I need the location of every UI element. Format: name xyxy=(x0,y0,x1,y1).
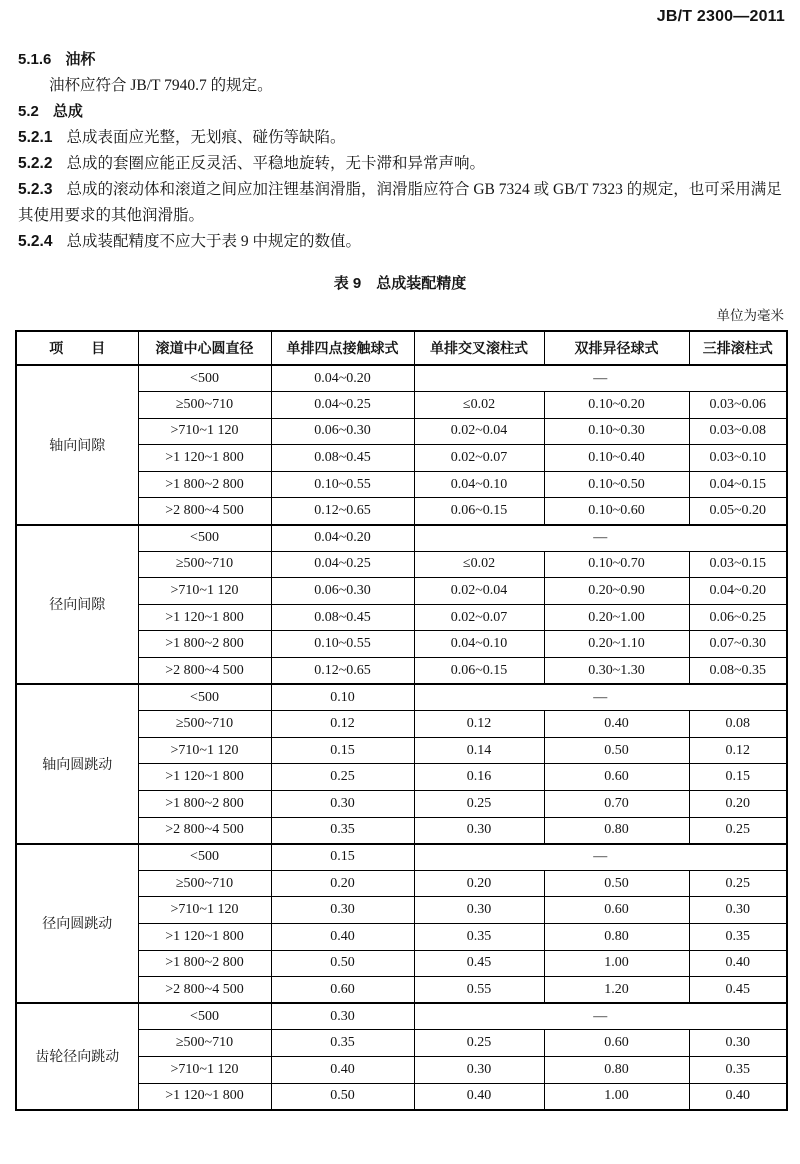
clause-number: 5.2.3 xyxy=(18,181,53,198)
value-cell: 0.04~0.25 xyxy=(271,392,414,419)
value-cell: 0.80 xyxy=(544,817,689,844)
value-cell: 0.15 xyxy=(271,844,414,871)
value-cell: 0.14 xyxy=(414,737,544,764)
value-cell: 0.02~0.07 xyxy=(414,604,544,631)
table-row xyxy=(16,1003,787,1030)
value-cell: 0.15 xyxy=(271,737,414,764)
dash-merged-cell: — xyxy=(414,365,787,392)
dash-merged-cell: — xyxy=(414,684,787,711)
value-cell: 0.06~0.15 xyxy=(414,498,544,525)
diameter-range-cell: >1 800~2 800 xyxy=(138,950,271,977)
table-row xyxy=(16,365,787,392)
value-cell: 1.00 xyxy=(544,1083,689,1110)
value-cell: 0.06~0.30 xyxy=(271,418,414,445)
value-cell: 0.50 xyxy=(544,737,689,764)
diameter-range-cell: >1 120~1 800 xyxy=(138,764,271,791)
value-cell: 0.60 xyxy=(544,897,689,924)
value-cell: 0.12 xyxy=(271,711,414,738)
value-cell: 0.35 xyxy=(271,817,414,844)
value-cell: 0.30 xyxy=(414,817,544,844)
value-cell: 0.12~0.65 xyxy=(271,498,414,525)
diameter-range-cell: >710~1 120 xyxy=(138,418,271,445)
value-cell: 0.03~0.10 xyxy=(689,445,787,472)
diameter-range-cell: <500 xyxy=(138,844,271,871)
value-cell: 0.04~0.20 xyxy=(689,578,787,605)
value-cell: 0.30 xyxy=(271,1003,414,1030)
value-cell: 0.03~0.08 xyxy=(689,418,787,445)
column-header-three-row-roller: 三排滚柱式 xyxy=(689,331,787,365)
unit-note: 单位为毫米 xyxy=(716,308,784,323)
value-cell: 0.80 xyxy=(544,1056,689,1083)
value-cell: 0.50 xyxy=(271,950,414,977)
value-cell: 0.02~0.04 xyxy=(414,578,544,605)
table-title: 表 9 总成装配精度 xyxy=(333,275,467,292)
value-cell: 0.02~0.07 xyxy=(414,445,544,472)
diameter-range-cell: >710~1 120 xyxy=(138,897,271,924)
value-cell: 0.20 xyxy=(689,791,787,818)
value-cell: 1.20 xyxy=(544,977,689,1004)
table-row xyxy=(16,684,787,711)
diameter-range-cell: >1 800~2 800 xyxy=(138,791,271,818)
dash-merged-cell: — xyxy=(414,1003,787,1030)
value-cell: 0.60 xyxy=(544,1030,689,1057)
column-header-double-row-different-ball: 双排异径球式 xyxy=(544,331,689,365)
value-cell: 0.40 xyxy=(271,923,414,950)
diameter-range-cell: >1 120~1 800 xyxy=(138,1083,271,1110)
value-cell: 0.10~0.70 xyxy=(544,551,689,578)
diameter-range-cell: >1 120~1 800 xyxy=(138,604,271,631)
table-header-row xyxy=(16,331,787,365)
value-cell: 0.50 xyxy=(544,870,689,897)
value-cell: 0.20 xyxy=(414,870,544,897)
value-cell: 0.30 xyxy=(271,791,414,818)
value-cell: 0.30 xyxy=(414,897,544,924)
clause-list xyxy=(18,47,785,255)
row-group-label: 径向间隙 xyxy=(16,525,138,685)
value-cell: 0.40 xyxy=(414,1083,544,1110)
value-cell: 0.10~0.55 xyxy=(271,631,414,658)
diameter-range-cell: ≥500~710 xyxy=(138,1030,271,1057)
value-cell: 0.40 xyxy=(544,711,689,738)
value-cell: 0.10~0.60 xyxy=(544,498,689,525)
diameter-range-cell: <500 xyxy=(138,525,271,552)
value-cell: 0.80 xyxy=(544,923,689,950)
value-cell: 0.10 xyxy=(271,684,414,711)
value-cell: 0.55 xyxy=(414,977,544,1004)
dash-merged-cell: — xyxy=(414,525,787,552)
value-cell: 0.06~0.25 xyxy=(689,604,787,631)
row-group-label: 轴向间隙 xyxy=(16,365,138,525)
row-group-label: 齿轮径向跳动 xyxy=(16,1003,138,1109)
precision-table-body xyxy=(16,365,787,1110)
diameter-range-cell: <500 xyxy=(138,1003,271,1030)
value-cell: 0.08~0.45 xyxy=(271,445,414,472)
clause-number: 5.2 xyxy=(18,103,39,120)
clause-5-1-6-heading: 5.1.6 油杯 xyxy=(18,51,96,68)
diameter-range-cell: >2 800~4 500 xyxy=(138,977,271,1004)
value-cell: 0.25 xyxy=(414,791,544,818)
clause-number: 5.1.6 xyxy=(18,51,52,68)
value-cell: 0.35 xyxy=(689,923,787,950)
value-cell: 0.45 xyxy=(689,977,787,1004)
value-cell: 0.35 xyxy=(271,1030,414,1057)
value-cell: 0.07~0.30 xyxy=(689,631,787,658)
clause-5-2-1: 5.2.1 总成表面应光整，无划痕、碰伤等缺陷。 xyxy=(18,129,346,146)
value-cell: 0.25 xyxy=(414,1030,544,1057)
column-header-item: 项 目 xyxy=(16,331,138,365)
value-cell: 0.60 xyxy=(544,764,689,791)
precision-table xyxy=(15,330,788,1111)
column-header-raceway-center-diameter: 滚道中心圆直径 xyxy=(138,331,271,365)
table-row xyxy=(16,844,787,871)
clause-5-2-2: 5.2.2 总成的套圈应能正反灵活、平稳地旋转，无卡滞和异常声响。 xyxy=(18,155,485,172)
value-cell: 0.03~0.06 xyxy=(689,392,787,419)
diameter-range-cell: >2 800~4 500 xyxy=(138,498,271,525)
value-cell: 0.30 xyxy=(271,897,414,924)
diameter-range-cell: >2 800~4 500 xyxy=(138,817,271,844)
value-cell: 0.70 xyxy=(544,791,689,818)
diameter-range-cell: <500 xyxy=(138,684,271,711)
value-cell: 0.04~0.20 xyxy=(271,525,414,552)
dash-merged-cell: — xyxy=(414,844,787,871)
clause-5-2-4: 5.2.4 总成装配精度不应大于表 9 中规定的数值。 xyxy=(18,233,361,250)
value-cell: 0.10~0.30 xyxy=(544,418,689,445)
value-cell: 1.00 xyxy=(544,950,689,977)
diameter-range-cell: >1 120~1 800 xyxy=(138,445,271,472)
standard-number: JB/T 2300—2011 xyxy=(656,8,785,25)
value-cell: 0.30 xyxy=(414,1056,544,1083)
diameter-range-cell: >710~1 120 xyxy=(138,1056,271,1083)
value-cell: 0.02~0.04 xyxy=(414,418,544,445)
value-cell: 0.12~0.65 xyxy=(271,658,414,685)
diameter-range-cell: ≥500~710 xyxy=(138,392,271,419)
diameter-range-cell: >2 800~4 500 xyxy=(138,658,271,685)
value-cell: 0.20~0.90 xyxy=(544,578,689,605)
value-cell: ≤0.02 xyxy=(414,551,544,578)
value-cell: 0.04~0.20 xyxy=(271,365,414,392)
diameter-range-cell: <500 xyxy=(138,365,271,392)
value-cell: 0.20~1.10 xyxy=(544,631,689,658)
row-group-label: 轴向圆跳动 xyxy=(16,684,138,844)
value-cell: 0.15 xyxy=(689,764,787,791)
value-cell: 0.06~0.15 xyxy=(414,658,544,685)
value-cell: 0.04~0.25 xyxy=(271,551,414,578)
clause-5-2-heading: 5.2 总成 xyxy=(18,103,83,120)
value-cell: 0.10~0.50 xyxy=(544,471,689,498)
clause-5-2-3: 5.2.3 总成的滚动体和滚道之间应加注锂基润滑脂，润滑脂应符合 GB 7324 或 GB/T 7323 的规定，也可采用满足其使用要求的其他润滑脂。 xyxy=(18,181,782,224)
value-cell: 0.35 xyxy=(689,1056,787,1083)
value-cell: 0.12 xyxy=(689,737,787,764)
value-cell: 0.30 xyxy=(689,897,787,924)
value-cell: ≤0.02 xyxy=(414,392,544,419)
row-group-label: 径向圆跳动 xyxy=(16,844,138,1004)
column-header-single-row-crossed-roller: 单排交叉滚柱式 xyxy=(414,331,544,365)
value-cell: 0.16 xyxy=(414,764,544,791)
value-cell: 0.60 xyxy=(271,977,414,1004)
value-cell: 0.08~0.45 xyxy=(271,604,414,631)
value-cell: 0.04~0.15 xyxy=(689,471,787,498)
value-cell: 0.04~0.10 xyxy=(414,631,544,658)
value-cell: 0.10~0.20 xyxy=(544,392,689,419)
value-cell: 0.30~1.30 xyxy=(544,658,689,685)
value-cell: 0.25 xyxy=(689,870,787,897)
diameter-range-cell: >1 120~1 800 xyxy=(138,923,271,950)
diameter-range-cell: >710~1 120 xyxy=(138,578,271,605)
value-cell: 0.35 xyxy=(414,923,544,950)
value-cell: 0.08 xyxy=(689,711,787,738)
value-cell: 0.40 xyxy=(689,1083,787,1110)
value-cell: 0.25 xyxy=(689,817,787,844)
clause-number: 5.2.4 xyxy=(18,233,53,250)
clause-number: 5.2.2 xyxy=(18,155,53,172)
diameter-range-cell: >1 800~2 800 xyxy=(138,631,271,658)
value-cell: 0.45 xyxy=(414,950,544,977)
value-cell: 0.04~0.10 xyxy=(414,471,544,498)
value-cell: 0.06~0.30 xyxy=(271,578,414,605)
value-cell: 0.20~1.00 xyxy=(544,604,689,631)
diameter-range-cell: >710~1 120 xyxy=(138,737,271,764)
value-cell: 0.10~0.55 xyxy=(271,471,414,498)
diameter-range-cell: >1 800~2 800 xyxy=(138,471,271,498)
diameter-range-cell: ≥500~710 xyxy=(138,870,271,897)
value-cell: 0.40 xyxy=(271,1056,414,1083)
value-cell: 0.08~0.35 xyxy=(689,658,787,685)
value-cell: 0.40 xyxy=(689,950,787,977)
value-cell: 0.03~0.15 xyxy=(689,551,787,578)
value-cell: 0.05~0.20 xyxy=(689,498,787,525)
value-cell: 0.10~0.40 xyxy=(544,445,689,472)
table-row xyxy=(16,525,787,552)
value-cell: 0.20 xyxy=(271,870,414,897)
value-cell: 0.30 xyxy=(689,1030,787,1057)
value-cell: 0.12 xyxy=(414,711,544,738)
clause-number: 5.2.1 xyxy=(18,129,53,146)
value-cell: 0.50 xyxy=(271,1083,414,1110)
column-header-single-row-four-point-ball: 单排四点接触球式 xyxy=(271,331,414,365)
diameter-range-cell: ≥500~710 xyxy=(138,711,271,738)
diameter-range-cell: ≥500~710 xyxy=(138,551,271,578)
value-cell: 0.25 xyxy=(271,764,414,791)
clause-5-1-6-body: 油杯应符合 JB/T 7940.7 的规定。 xyxy=(49,77,273,94)
